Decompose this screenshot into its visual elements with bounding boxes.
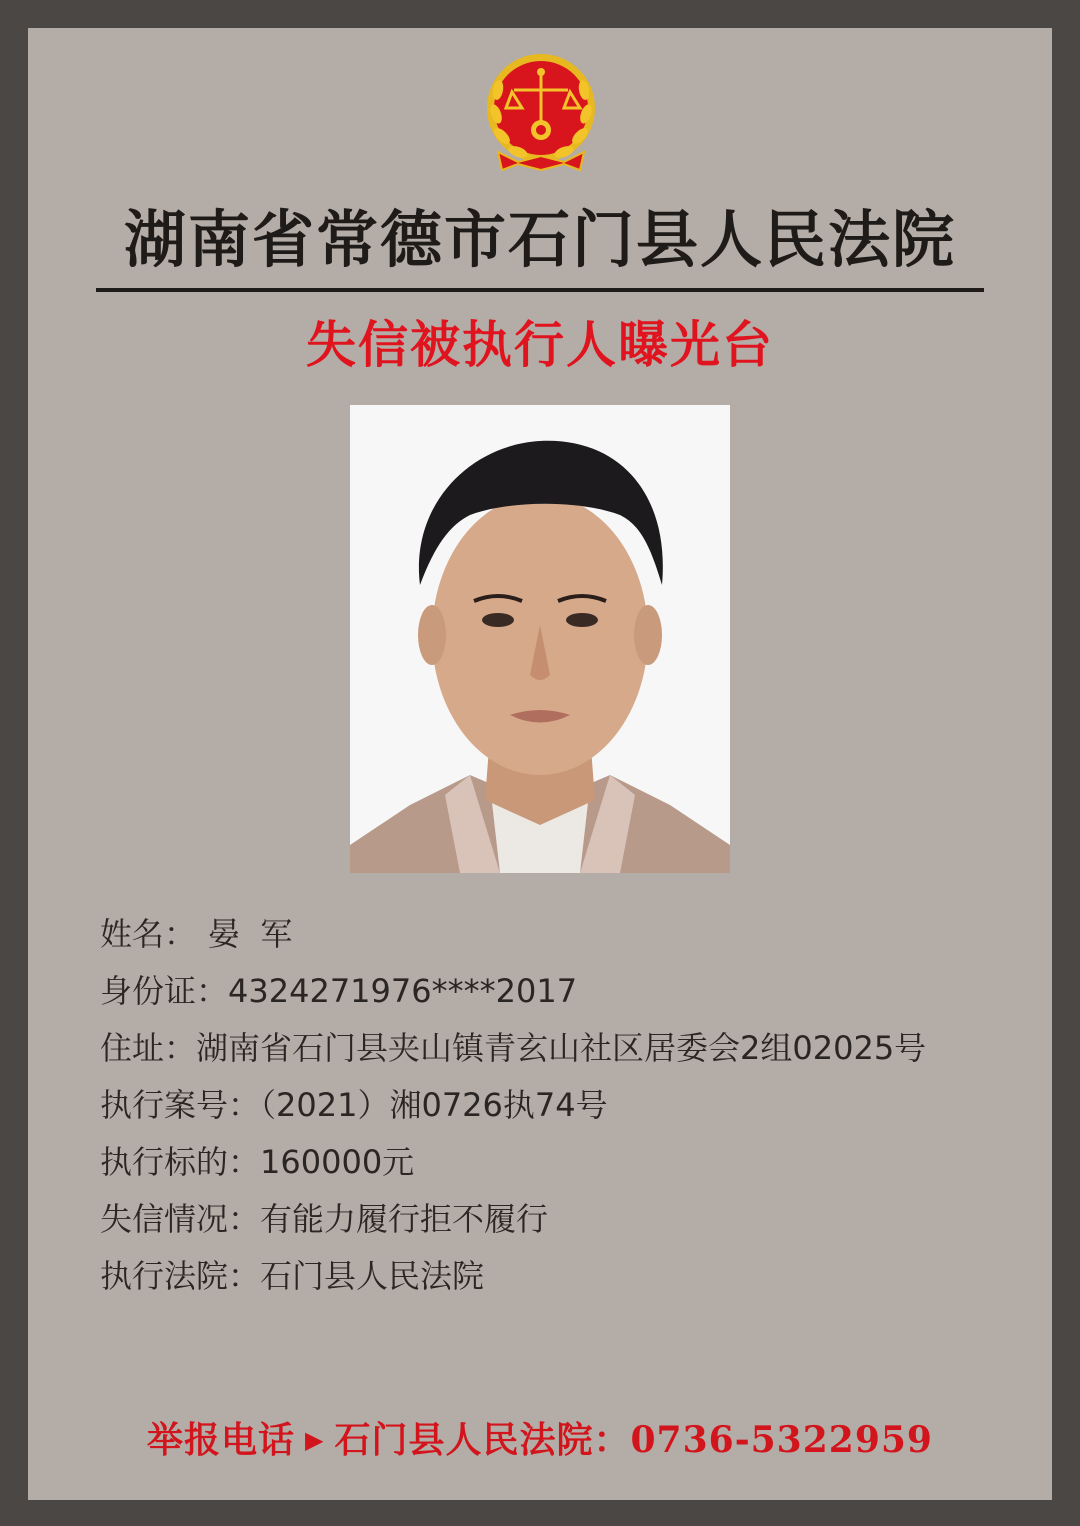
- exposure-subtitle: 失信被执行人曝光台: [306, 316, 774, 374]
- report-court: 石门县人民法院：: [334, 1419, 631, 1461]
- court-emblem-icon: [484, 52, 598, 174]
- report-label: 举报电话: [147, 1419, 296, 1461]
- report-hotline: [0, 1412, 1080, 1468]
- status-value: 有能力履行拒不履行: [260, 1200, 549, 1238]
- case-number-value: （2021）湘0726执74号: [260, 1086, 608, 1124]
- address-label: 住址：: [100, 1029, 197, 1067]
- id-card-label: 身份证：: [100, 972, 229, 1010]
- case-number-label: 执行案号：: [100, 1086, 261, 1124]
- amount-label: 执行标的：: [100, 1143, 261, 1181]
- info-row-status: [100, 1191, 1020, 1248]
- info-row-address: [100, 1020, 1020, 1077]
- info-row-name: [100, 906, 1020, 963]
- info-row-id: [100, 963, 1020, 1020]
- info-row-amount: [100, 1134, 1020, 1191]
- info-row-court: [100, 1248, 1020, 1305]
- name-label: 姓名：: [100, 915, 197, 953]
- debtor-info: [100, 906, 1020, 1305]
- court-name-title: 湖南省常德市石门县人民法院: [123, 203, 956, 276]
- title-divider: [96, 288, 984, 292]
- court-label: 执行法院：: [100, 1257, 261, 1295]
- court-value: 石门县人民法院: [260, 1257, 485, 1295]
- address-value: 湖南省石门县夹山镇青玄山社区居委会2组02025号: [196, 1029, 927, 1067]
- status-label: 失信情况：: [100, 1200, 261, 1238]
- triangle-right-icon: ▶: [305, 1425, 325, 1454]
- report-phone: 0736-5322959: [630, 1419, 933, 1461]
- amount-value: 160000元: [260, 1143, 415, 1181]
- id-card-value: 4324271976****2017: [228, 972, 578, 1010]
- info-row-case: [100, 1077, 1020, 1134]
- person-photo: [350, 405, 730, 873]
- name-value: 晏 军: [208, 915, 293, 953]
